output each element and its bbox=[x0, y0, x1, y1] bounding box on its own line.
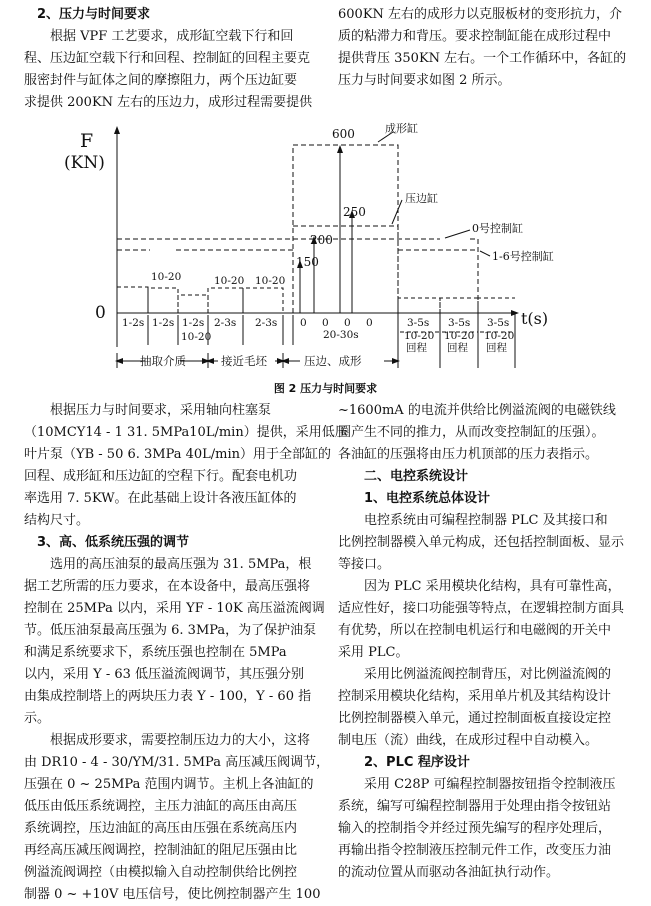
duration-label: 20-30s bbox=[323, 329, 359, 341]
phase-label: 接近毛坯 bbox=[221, 354, 267, 368]
bottom-right-column bbox=[338, 400, 624, 884]
paragraph-line: 选用的高压油泵的最高压强为 31. 5MPa，根 bbox=[50, 557, 312, 572]
paragraph-line: 示。 bbox=[24, 711, 51, 726]
paragraph-line: 压强在 0 ~ 25MPa 范围内调节。主机上各油缸的 bbox=[24, 777, 314, 792]
series-binder: 压边缸 bbox=[405, 192, 438, 205]
paragraph-line: 采用 PLC。 bbox=[338, 645, 409, 660]
duration-label: 10-20 bbox=[484, 330, 515, 342]
paragraph-line: 因为 PLC 采用模块化结构，具有可靠性高， bbox=[364, 579, 621, 594]
series-ctrl-0: 0号控制缸 bbox=[472, 222, 523, 235]
top-left-column bbox=[24, 4, 312, 114]
duration-label: 10-20 bbox=[404, 330, 435, 342]
y-axis-unit: (KN) bbox=[64, 153, 105, 173]
value-label-600: 600 bbox=[332, 127, 355, 141]
duration-label: 0 bbox=[366, 317, 373, 329]
phase-label: 抽取介质 bbox=[140, 354, 186, 368]
paragraph-line: 回程、成形缸和压边缸的空程下行。配套电机功 bbox=[24, 469, 298, 484]
subsection-heading: 1、电控系统总体设计 bbox=[364, 491, 491, 506]
section-heading: 2、压力与时间要求 bbox=[37, 7, 151, 22]
value-label-250: 250 bbox=[343, 205, 366, 219]
value-label-200: 200 bbox=[310, 233, 333, 247]
paragraph-line: 根据压力与时间要求，采用轴向柱塞泵 bbox=[50, 403, 272, 418]
duration-label: 0 bbox=[300, 317, 307, 329]
series-forming: 成形缸 bbox=[385, 122, 418, 135]
paragraph-line: 等接口。 bbox=[338, 557, 391, 572]
paragraph-line: 和满足系统要求下，系统压强也控制在 5MPa bbox=[24, 645, 287, 660]
duration-label: 3-5s bbox=[448, 317, 471, 329]
paragraph-line: 提供背压 350KN 左右。一个工作循环中，各缸的 bbox=[338, 51, 627, 66]
origin-label: 0 bbox=[95, 303, 106, 323]
paragraph-line: 低压由低压系统调控，主压力油缸的高压由高压 bbox=[24, 799, 298, 814]
paragraph-line: 制电压（流）曲线，在成形过程中自动模入。 bbox=[338, 733, 599, 748]
duration-label: 2-3s bbox=[255, 317, 278, 329]
phase-label: 压边、成形 bbox=[304, 354, 362, 368]
paragraph-line: 叶片泵（YB - 50 6. 3MPa 40L/min）用于全部缸的 bbox=[24, 447, 332, 462]
value-label-150: 150 bbox=[296, 255, 319, 269]
paragraph-line: 圈产生不同的推力，从而改变控制缸的压强）。 bbox=[338, 425, 605, 440]
paragraph-line: 压力与时间要求如图 2 所示。 bbox=[338, 73, 511, 88]
forming-cylinder-line bbox=[293, 145, 398, 313]
paragraph-line: ~1600mA 的电流并供给比例溢流阀的电磁铁线 bbox=[338, 403, 616, 418]
paragraph-line: 根据 VPF 工艺要求，成形缸空载下行和回 bbox=[50, 29, 294, 44]
paragraph-line: 服密封件与缸体之间的摩擦阻力，两个压边缸要 bbox=[24, 73, 298, 88]
x-axis-label: t(s) bbox=[521, 309, 549, 328]
paragraph-line: 有优势，所以在控制电机运行和电磁阀的开关中 bbox=[338, 623, 612, 638]
duration-label: 10-20 bbox=[214, 275, 245, 287]
paragraph-line: 再输出指令控制液压控制元件工作，改变压力油 bbox=[338, 843, 612, 858]
duration-label: 10-20 bbox=[255, 275, 286, 287]
duration-label: 3-5s bbox=[487, 317, 510, 329]
paragraph-line: 节。低压油泵最高压强为 6. 3MPa，为了保护油泵 bbox=[24, 623, 317, 638]
pulse-steps bbox=[117, 287, 515, 313]
subsection-heading: 2、PLC 程序设计 bbox=[364, 755, 470, 770]
paragraph-line: 的流动位置从而驱动各油缸执行动作。 bbox=[338, 865, 560, 880]
duration-label: 3-5s bbox=[407, 317, 430, 329]
leader-line bbox=[480, 251, 490, 256]
paragraph-line: 质的粘滞力和背压。要求控制缸能在成形过程中 bbox=[338, 29, 612, 44]
y-axis-label: F bbox=[80, 130, 94, 152]
duration-label: 回程 bbox=[447, 342, 468, 354]
duration-label: 0 bbox=[322, 317, 329, 329]
paragraph-line: 系统调控，压边油缸的高压由压强在系统高压内 bbox=[24, 821, 298, 836]
paragraph-line: 据工艺所需的压力要求，在本设备中，最高压强将 bbox=[24, 579, 311, 594]
paragraph-line: 由集成控制塔上的两块压力表 Y - 100，Y - 60 指 bbox=[24, 689, 312, 704]
paragraph-line: 600KN 左右的成形力以克服板材的变形抗力，介 bbox=[338, 7, 623, 22]
figure-caption: 图 2 压力与时间要求 bbox=[273, 382, 378, 395]
paragraph-line: 结构尺寸。 bbox=[24, 513, 90, 528]
duration-label: 10-20 bbox=[151, 271, 182, 283]
paragraph-line: 求提供 200KN 左右的压边力，成形过程需要提供 bbox=[24, 95, 313, 110]
paragraph-line: 比例控制器模入单元，通过控制面板直接设定控 bbox=[338, 711, 612, 726]
paragraph-line: （10MCY14 - 1 31. 5MPa10L/min）提供，采用低压 bbox=[24, 425, 348, 440]
duration-label: 10-20 bbox=[444, 330, 475, 342]
paragraph-line: 系统，编写可编程控制器用于处理由指令按钮站 bbox=[338, 799, 612, 814]
series-ctrl-1-6: 1-6号控制缸 bbox=[492, 250, 554, 263]
paragraph-line: 控制在 25MPa 以内，采用 YF - 10K 高压溢流阀调 bbox=[24, 601, 325, 616]
duration-label: 1-2s bbox=[122, 317, 145, 329]
section-heading: 3、高、低系统压强的调节 bbox=[37, 535, 190, 550]
paragraph-line: 率选用 7. 5KW。在此基础上设计各液压缸体的 bbox=[24, 491, 297, 506]
duration-label: 2-3s bbox=[214, 317, 237, 329]
duration-label: 0 bbox=[344, 317, 351, 329]
paragraph-line: 以内，采用 Y - 63 低压溢流阀调节，其压强分别 bbox=[24, 667, 305, 682]
section-heading: 二、电控系统设计 bbox=[364, 469, 469, 484]
paragraph-line: 例溢流阀调控（由模拟输入自动控制供给比例控 bbox=[24, 865, 298, 880]
paragraph-line: 制器 0 ~ +10V 电压信号，使比例控制器产生 100 bbox=[24, 887, 321, 902]
paragraph-line: 比例控制器模入单元构成，还包括控制面板、显示 bbox=[338, 535, 625, 550]
paragraph-line: 各油缸的压强将由压力机顶部的压力表指示。 bbox=[338, 447, 599, 462]
paragraph-line: 采用 C28P 可编程控制器按钮指令控制液压 bbox=[364, 777, 616, 792]
paragraph-line: 电控系统由可编程控制器 PLC 及其接口和 bbox=[364, 513, 608, 528]
paragraph-line: 输入的控制指令并经过预先编写的程序处理后， bbox=[338, 821, 612, 836]
bottom-left-column bbox=[24, 400, 348, 906]
paragraph-line: 控制采用模块化结构，采用单片机及其结构设计 bbox=[338, 689, 612, 704]
duration-label: 回程 bbox=[486, 342, 507, 354]
paragraph-line: 根据成形要求，需要控制压边力的大小，这将 bbox=[50, 733, 311, 748]
top-right-column bbox=[338, 4, 626, 92]
paragraph-line: 再经高压减压阀调控，控制油缸的阻尼压强由比 bbox=[24, 843, 298, 858]
paragraph-line: 由 DR10 - 4 - 30/YM/31. 5MPa 高压减压阀调节， bbox=[24, 755, 330, 770]
paragraph-line: 采用比例溢流阀控制背压，对比例溢流阀的 bbox=[364, 667, 612, 682]
duration-label: 1-2s bbox=[182, 317, 205, 329]
duration-label: 10-20 bbox=[181, 331, 212, 343]
paragraph-line: 程、压边缸空载下行和回程、控制缸的回程主要克 bbox=[24, 51, 311, 66]
leader-line bbox=[392, 200, 402, 224]
duration-label: 1-2s bbox=[152, 317, 175, 329]
paragraph-line: 适应性好，接口功能强等特点，在逻辑控制方面具 bbox=[338, 601, 625, 616]
leader-line bbox=[445, 230, 470, 238]
duration-label: 回程 bbox=[406, 342, 427, 354]
pressure-time-figure bbox=[0, 112, 651, 394]
